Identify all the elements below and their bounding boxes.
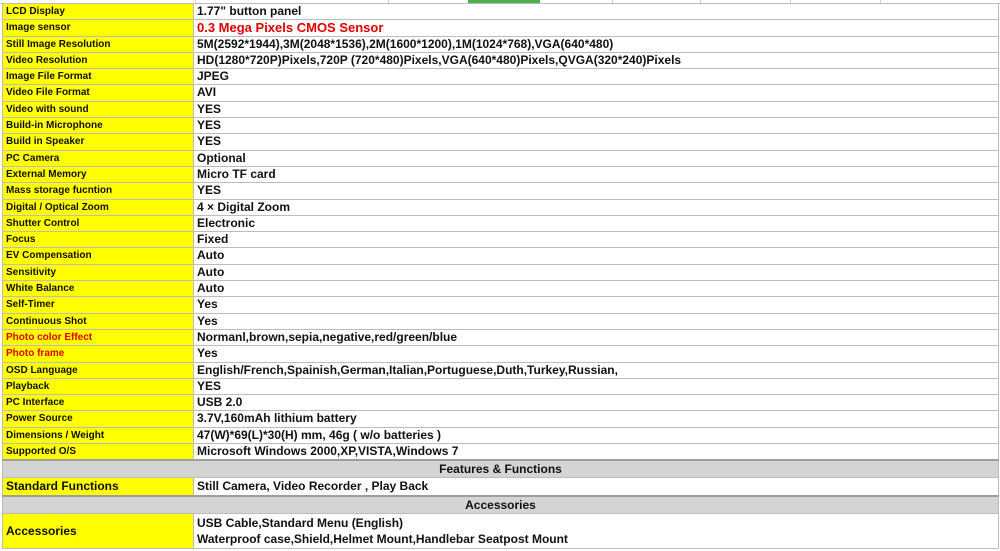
spec-value-cell[interactable]: USB 2.0 (194, 395, 999, 411)
standard-functions-label[interactable]: Standard Functions (3, 478, 194, 497)
spec-label-cell[interactable]: Digital / Optical Zoom (3, 199, 194, 215)
spec-row (3, 297, 999, 313)
spec-value-cell[interactable]: 1.77" button panel (194, 4, 999, 20)
spec-value-cell[interactable]: YES (194, 134, 999, 150)
spec-value-cell[interactable]: 3.7V,160mAh lithium battery (194, 411, 999, 427)
spec-label-cell[interactable]: Sensitivity (3, 264, 194, 280)
spec-value-cell[interactable]: Optional (194, 150, 999, 166)
spec-label-cell[interactable]: Mass storage fucntion (3, 183, 194, 199)
spec-label-cell[interactable]: Shutter Control (3, 215, 194, 231)
spec-row (3, 4, 999, 20)
accessories-heading[interactable]: Accessories (3, 496, 999, 514)
spec-label-cell[interactable]: Photo frame (3, 346, 194, 362)
spec-label-cell[interactable]: Video Resolution (3, 52, 194, 68)
spec-row (3, 36, 999, 52)
features-heading-row (3, 460, 999, 478)
spec-row (3, 166, 999, 182)
spec-value-cell[interactable]: YES (194, 118, 999, 134)
spec-value-cell[interactable]: JPEG (194, 69, 999, 85)
accessories-heading-row (3, 496, 999, 514)
accessories-line: Waterproof case,Shield,Helmet Mount,Handlebar Seatpost Mount (197, 532, 568, 547)
spec-row (3, 101, 999, 117)
spec-label-cell[interactable]: Video File Format (3, 85, 194, 101)
spec-row (3, 427, 999, 443)
spec-label-cell[interactable]: Power Source (3, 411, 194, 427)
spec-row (3, 232, 999, 248)
spec-value-cell[interactable]: Yes (194, 313, 999, 329)
features-section (3, 460, 999, 496)
spec-value-cell[interactable]: 47(W)*69(L)*30(H) mm, 46g ( w/o batteries ) (194, 427, 999, 443)
spec-label-cell[interactable]: OSD Language (3, 362, 194, 378)
spec-row (3, 52, 999, 68)
spec-row (3, 199, 999, 215)
spec-label-cell[interactable]: Continuous Shot (3, 313, 194, 329)
standard-functions-value[interactable]: Still Camera, Video Recorder , Play Back (194, 478, 999, 497)
spec-row (3, 346, 999, 362)
spec-value-cell[interactable]: Auto (194, 264, 999, 280)
spec-row (3, 313, 999, 329)
spec-label-cell[interactable]: Still Image Resolution (3, 36, 194, 52)
spec-value-cell[interactable]: Fixed (194, 232, 999, 248)
spec-label-cell[interactable]: Photo color Effect (3, 329, 194, 345)
spec-value-cell[interactable]: 0.3 Mega Pixels CMOS Sensor (194, 20, 999, 36)
spec-value-cell[interactable]: Yes (194, 346, 999, 362)
spec-row (3, 264, 999, 280)
spec-label-cell[interactable]: Dimensions / Weight (3, 427, 194, 443)
spec-label-cell[interactable]: PC Interface (3, 395, 194, 411)
spec-label-cell[interactable]: LCD Display (3, 4, 194, 20)
spec-table-body (3, 4, 999, 461)
spec-label-cell[interactable]: Build in Speaker (3, 134, 194, 150)
spec-value-cell[interactable]: YES (194, 101, 999, 117)
accessories-line: USB Cable,Standard Menu (English) (197, 516, 404, 531)
spec-row (3, 150, 999, 166)
spec-value-cell[interactable]: Auto (194, 281, 999, 297)
spec-value-cell[interactable]: English/French,Spainish,German,Italian,Portuguese,Duth,Turkey,Russian, (194, 362, 999, 378)
accessories-row (3, 514, 999, 549)
spec-row (3, 395, 999, 411)
spec-label-cell[interactable]: Video with sound (3, 101, 194, 117)
spec-row (3, 281, 999, 297)
spec-row (3, 20, 999, 36)
spec-row (3, 378, 999, 394)
spec-value-cell[interactable]: Yes (194, 297, 999, 313)
spec-value-cell[interactable]: Electronic (194, 215, 999, 231)
spec-row (3, 183, 999, 199)
spec-row (3, 329, 999, 345)
spec-label-cell[interactable]: EV Compensation (3, 248, 194, 264)
spec-value-cell[interactable]: Micro TF card (194, 166, 999, 182)
spec-row (3, 69, 999, 85)
spec-value-cell[interactable]: HD(1280*720P)Pixels,720P (720*480)Pixels,VGA(640*480)Pixels,QVGA(320*240)Pixels (194, 52, 999, 68)
spec-value-cell[interactable]: 5M(2592*1944),3M(2048*1536),2M(1600*1200),1M(1024*768),VGA(640*480) (194, 36, 999, 52)
features-heading[interactable]: Features & Functions (3, 460, 999, 478)
spec-label-cell[interactable]: Self-Timer (3, 297, 194, 313)
spec-label-cell[interactable]: Image File Format (3, 69, 194, 85)
spec-table (2, 3, 999, 549)
standard-functions-row (3, 478, 999, 497)
spec-value-cell[interactable]: Normanl,brown,sepia,negative,red/green/blue (194, 329, 999, 345)
spec-label-cell[interactable]: Focus (3, 232, 194, 248)
spec-row (3, 248, 999, 264)
spec-value-cell[interactable]: Auto (194, 248, 999, 264)
spec-value-cell[interactable]: YES (194, 183, 999, 199)
spec-label-cell[interactable]: Supported O/S (3, 444, 194, 461)
spec-label-cell[interactable]: Image sensor (3, 20, 194, 36)
spec-row (3, 362, 999, 378)
spec-value-cell[interactable]: 4 × Digital Zoom (194, 199, 999, 215)
spec-row (3, 118, 999, 134)
accessories-label[interactable]: Accessories (3, 514, 194, 549)
spec-row (3, 215, 999, 231)
spec-label-cell[interactable]: Playback (3, 378, 194, 394)
spec-value-cell[interactable]: YES (194, 378, 999, 394)
spec-value-cell[interactable]: Microsoft Windows 2000,XP,VISTA,Windows 7 (194, 444, 999, 461)
spec-row (3, 411, 999, 427)
spec-label-cell[interactable]: Build-in Microphone (3, 118, 194, 134)
spec-label-cell[interactable]: External Memory (3, 166, 194, 182)
spec-row (3, 134, 999, 150)
spec-row (3, 85, 999, 101)
spec-label-cell[interactable]: White Balance (3, 281, 194, 297)
spec-row (3, 444, 999, 461)
spec-value-cell[interactable]: AVI (194, 85, 999, 101)
spec-label-cell[interactable]: PC Camera (3, 150, 194, 166)
accessories-value[interactable] (194, 514, 999, 549)
accessories-section (3, 496, 999, 549)
